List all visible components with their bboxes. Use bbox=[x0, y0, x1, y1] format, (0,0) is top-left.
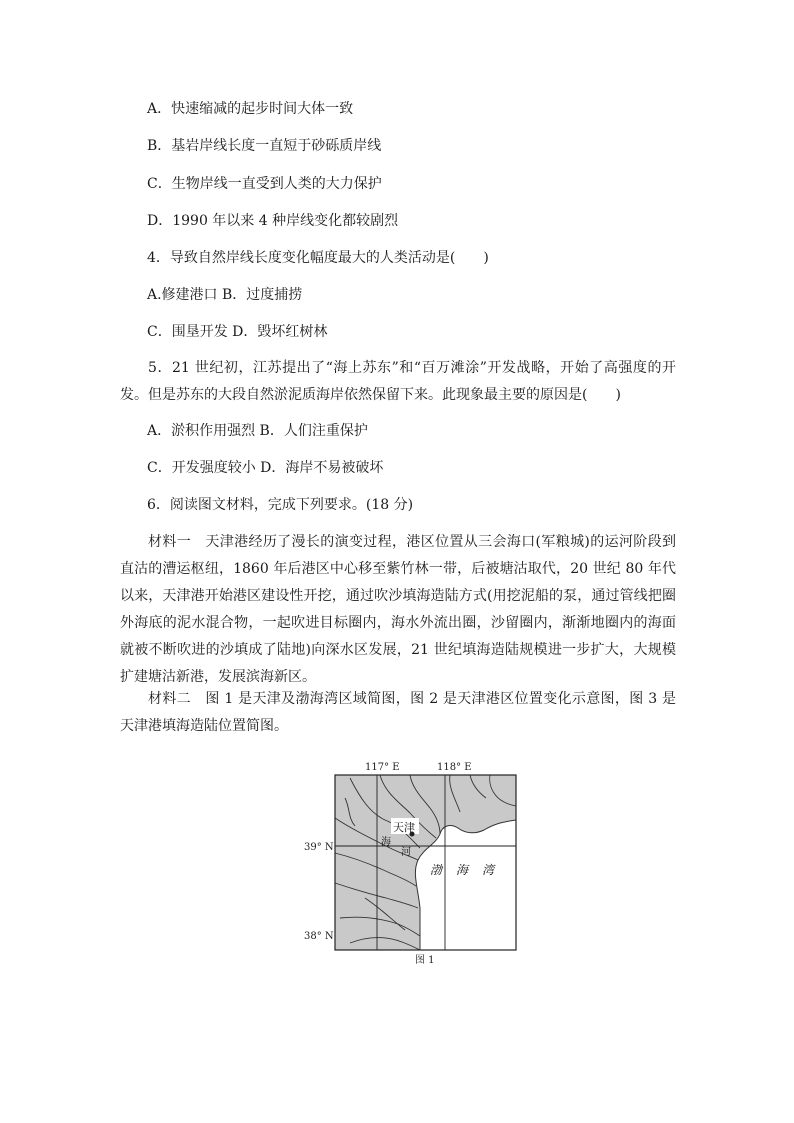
question-5-stem: 5．21 世纪初，江苏提出了“海上苏东”和“百万滩涂”开发战略，开始了高强度的开发。但是苏东的大段自然淤泥质海岸依然保留下来。此现象最主要的原因是( ) bbox=[120, 360, 676, 403]
option-b: B．基岩岸线长度一直短于砂砾质岸线 bbox=[147, 138, 382, 154]
lat-39-label: 39° N bbox=[304, 842, 334, 853]
river-label-2: 河 bbox=[401, 847, 411, 858]
material-two: 材料二 图 1 是天津及渤海湾区域简图，图 2 是天津港区位置变化示意图，图 3 是天津港填海造陆位置简图。 bbox=[120, 691, 676, 734]
lon-117-label: 117° E bbox=[365, 762, 400, 773]
bay-label-3: 湾 bbox=[482, 863, 495, 877]
material-one: 材料一 天津港经历了漫长的演变过程，港区位置从三会海口(军粮城)的运河阶段到直沽的漕运枢纽，1860 年后港区中心移至紫竹林一带，后被塘沽取代，20 世纪 80 年代以来，天津港开始港区建设性开挖，通过吹沙填海造陆方式(用挖泥船的泵，通过管线把圈外海底的泥水混合物，一起吹进目标圈内，海水外流出圈，沙留圈内，渐渐地圈内的海面就被不断吹进的沙填成了陆地)向深水区发展，21 世纪填海造陆规模进一步扩大，大规模扩建塘沽新港，发展滨海新区。 bbox=[120, 534, 676, 685]
question-4-options-ab: A.修建港口 B．过度捕捞 bbox=[147, 287, 303, 303]
bay-label-2: 海 bbox=[456, 863, 469, 877]
lat-38-label: 38° N bbox=[304, 931, 334, 942]
question-6-stem: 6．阅读图文材料，完成下列要求。(18 分) bbox=[147, 497, 414, 513]
option-c: C．生物岸线一直受到人类的大力保护 bbox=[147, 176, 382, 192]
river-label-1: 海 bbox=[381, 837, 391, 848]
option-d: D．1990 年以来 4 种岸线变化都较剧烈 bbox=[147, 213, 399, 229]
bohai-bay-map bbox=[290, 758, 530, 968]
question-5-options-cd: C．开发强度较小 D．海岸不易被破坏 bbox=[147, 460, 384, 476]
question-4-options-cd: C．围垦开发 D．毁坏红树林 bbox=[147, 324, 328, 340]
question-5-options-ab: A．淤积作用强烈 B．人们注重保护 bbox=[147, 423, 368, 439]
bay-label-1: 渤 bbox=[430, 863, 443, 877]
lon-118-label: 118° E bbox=[437, 762, 472, 773]
option-a: A．快速缩减的起步时间大体一致 bbox=[147, 101, 354, 117]
figure-caption: 图 1 bbox=[415, 955, 435, 966]
figure-1-map bbox=[290, 758, 530, 968]
question-4-stem: 4．导致自然岸线长度变化幅度最大的人类活动是( ) bbox=[147, 250, 489, 266]
city-label: 天津 bbox=[393, 821, 415, 834]
